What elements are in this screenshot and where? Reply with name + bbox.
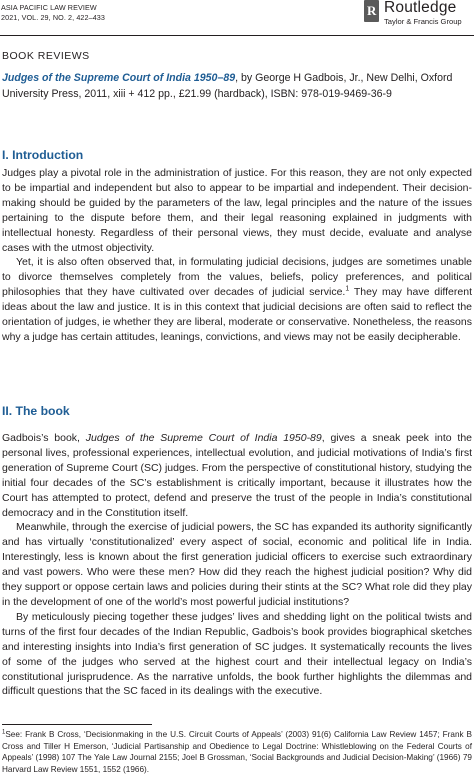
footnote-marker: 1 xyxy=(2,729,6,736)
footnote-ref[interactable]: 1 xyxy=(345,285,350,293)
paragraph-text: They may have different ideas about the law and justice. It is in this context that judicial decisions are often said to reflect the orientation of judges, ie whether they are liberal, moderate or conservative. Nonetheless, the reasons why a judge has certain attitudes, leanings, convictions, and views may not be easily decipherable. xyxy=(2,286,472,343)
section-heading-introduction: I. Introduction xyxy=(2,148,84,162)
paragraph xyxy=(2,255,472,344)
paragraph: Judges play a pivotal role in the administration of justice. For this reason, they are not only expected to be impartial and independent but also to appear to be impartial and independent. Their decision-making should be guided by the parameters of the law, legal principles and the nature of the issues pertaining to the dispute before them, and their legal reasoning explained in judgments with intellectual honesty. Regardless of their personal views, they must decide, evaluate and analyse cases with the utmost objectivity. xyxy=(2,167,472,254)
book-citation xyxy=(2,71,472,102)
section-label: BOOK REVIEWS xyxy=(2,50,90,62)
journal-name: ASIA PACIFIC LAW REVIEW xyxy=(1,3,97,12)
book-title-italic: Judges of the Supreme Court of India 1950-89 xyxy=(85,432,322,444)
introduction-body xyxy=(2,166,472,345)
journal-issue: 2021, VOL. 29, NO. 2, 422–433 xyxy=(1,12,105,22)
book-details: , by George H Gadbois, Jr., New Delhi, Oxford University Press, 2011, xiii + 412 pp., £21.99 (hardback), ISBN: 978-019-9469-36-9 xyxy=(2,72,453,100)
header-divider xyxy=(0,35,474,36)
paragraph: Meanwhile, through the exercise of judicial powers, the SC has expanded its authority significantly and has virtually ‘constitutionalized’ every aspect of social, economic and political life in India. Interestingly, less is known about the first generation judicial officers to exercise such extraordinary and vast powers. Who were these men? How did they reach the highest judicial position? Why did they support or oppose certain laws and policies during their stints at the SC? What role did they play in the development of one of the world’s most powerful judicial institutions? xyxy=(2,521,472,608)
paragraph-text: Gadbois’s book, xyxy=(2,432,86,444)
paragraph-text: , gives a sneak peek into the personal lives, professional experiences, intellectual evolution, and judicial motivations of India’s first generation of Supreme Court (SC) judges. From the perspective of constitutional history, studying the initial four decades of the SC’s establishment is critically important, because it illustrates how the Court has attempted to protect, defend and preserve the trust of the people in India’s constitutional democracy and in the Constitution itself. xyxy=(2,432,472,519)
publisher-name: Routledge xyxy=(384,0,457,16)
footnote-divider xyxy=(2,724,152,725)
footnote xyxy=(2,729,472,775)
paragraph: By meticulously piecing together these judges’ lives and shedding light on the political twists and turns of the first four decades of the Indian Republic, Gadbois’s book provides biographical sketches and interesting insights into India’s first generation of SC judges. It systematically recounts the lives of some of the judges who served at the highest court and their intellectual legacy on India’s constitutional jurisprudence. As the narrative unfolds, the book further highlights the dilemmas and difficult questions that the SC faced in its dealings with the executive. xyxy=(2,610,472,698)
journal-header xyxy=(1,3,105,22)
routledge-logo-icon xyxy=(364,0,379,22)
section-heading-the-book: II. The book xyxy=(2,404,70,418)
publisher-logo[interactable] xyxy=(364,0,472,28)
paragraph xyxy=(2,431,472,520)
footnote-text: See: Frank B Cross, ‘Decisionmaking in the U.S. Circuit Courts of Appeals’ (2003) 91(6) California Law Review 1457; Frank B Cross and Tiller H Emerson, ‘Judicial Partisanship and Obedience to Legal Doctrine: Whistleblowing on the Federal Courts of Appeals’ (1998) 107 The Yale Law Journal 2155; Joel B Grossman, ‘Social Backgrounds and Judicial Decision-Making’ (1966) 79 Harvard Law Review 1551, 1552 (1966). xyxy=(2,730,472,774)
publisher-subtitle: Taylor & Francis Group xyxy=(384,17,462,26)
paragraph-text: Yet, it is also often observed that, in formulating judicial decisions, judges are sometimes unable to divorce themselves completely from the values, beliefs, policy preferences, and political philosophies that they have cultivated over decades of judicial service. xyxy=(2,256,472,299)
book-title: Judges of the Supreme Court of India 1950–89 xyxy=(2,72,236,84)
book-section-body xyxy=(2,431,472,699)
